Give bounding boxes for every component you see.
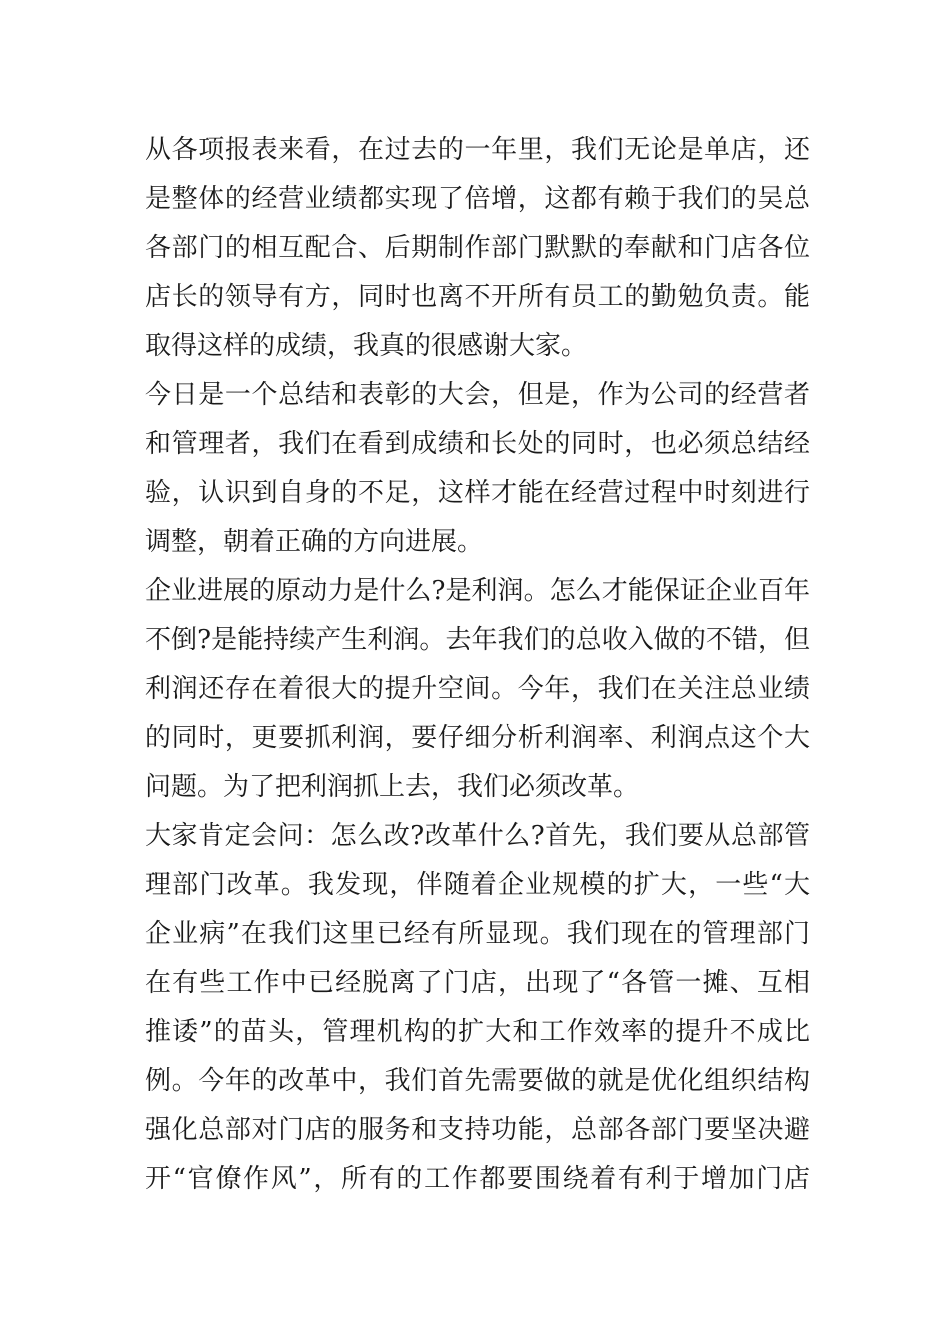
text-line: 取得这样的成绩，我真的很感谢大家。 [145, 331, 588, 361]
text-line: 验，认识到自身的不足，这样才能在经营过程中时刻进行 [145, 478, 810, 508]
text-line: 店长的领导有方，同时也离不开所有员工的勤勉负责。能 [145, 282, 810, 312]
text-line: 的同时，更要抓利润，要仔细分析利润率、利润点这个大 [145, 723, 810, 753]
text-line: 推诿”的苗头，管理机构的扩大和工作效率的提升不成比 [145, 1017, 810, 1047]
text-line: 和管理者，我们在看到成绩和长处的同时，也必须总结经 [145, 429, 810, 459]
text-line: 问题。为了把利润抓上去，我们必须改革。 [145, 772, 640, 802]
text-line: 不倒?是能持续产生利润。去年我们的总收入做的不错，但 [145, 625, 810, 655]
text-line: 开“官僚作风”，所有的工作都要围绕着有利于增加门店 [145, 1164, 810, 1194]
text-line: 企业进展的原动力是什么?是利润。怎么才能保证企业百年 [145, 576, 810, 606]
text-line: 强化总部对门店的服务和支持功能，总部各部门要坚决避 [145, 1115, 810, 1145]
text-line: 从各项报表来看，在过去的一年里，我们无论是单店，还 [145, 135, 810, 165]
text-line: 调整，朝着正确的方向进展。 [145, 527, 484, 557]
text-line: 理部门改革。我发现，伴随着企业规模的扩大，一些“大 [145, 870, 810, 900]
text-line: 例。今年的改革中，我们首先需要做的就是优化组织结构 [145, 1066, 810, 1096]
text-line: 大家肯定会问：怎么改?改革什么?首先，我们要从总部管 [145, 821, 810, 851]
text-line: 是整体的经营业绩都实现了倍增，这都有赖于我们的吴总 [145, 184, 810, 214]
text-line: 各部门的相互配合、后期制作部门默默的奉献和门店各位 [145, 233, 810, 263]
text-line: 利润还存在着很大的提升空间。今年，我们在关注总业绩 [145, 674, 810, 704]
text-line: 在有些工作中已经脱离了门店，出现了“各管一摊、互相 [145, 968, 810, 998]
body-text [145, 126, 810, 1204]
text-line: 今日是一个总结和表彰的大会，但是，作为公司的经营者 [145, 380, 810, 410]
text-line: 企业病”在我们这里已经有所显现。我们现在的管理部门 [145, 919, 810, 949]
